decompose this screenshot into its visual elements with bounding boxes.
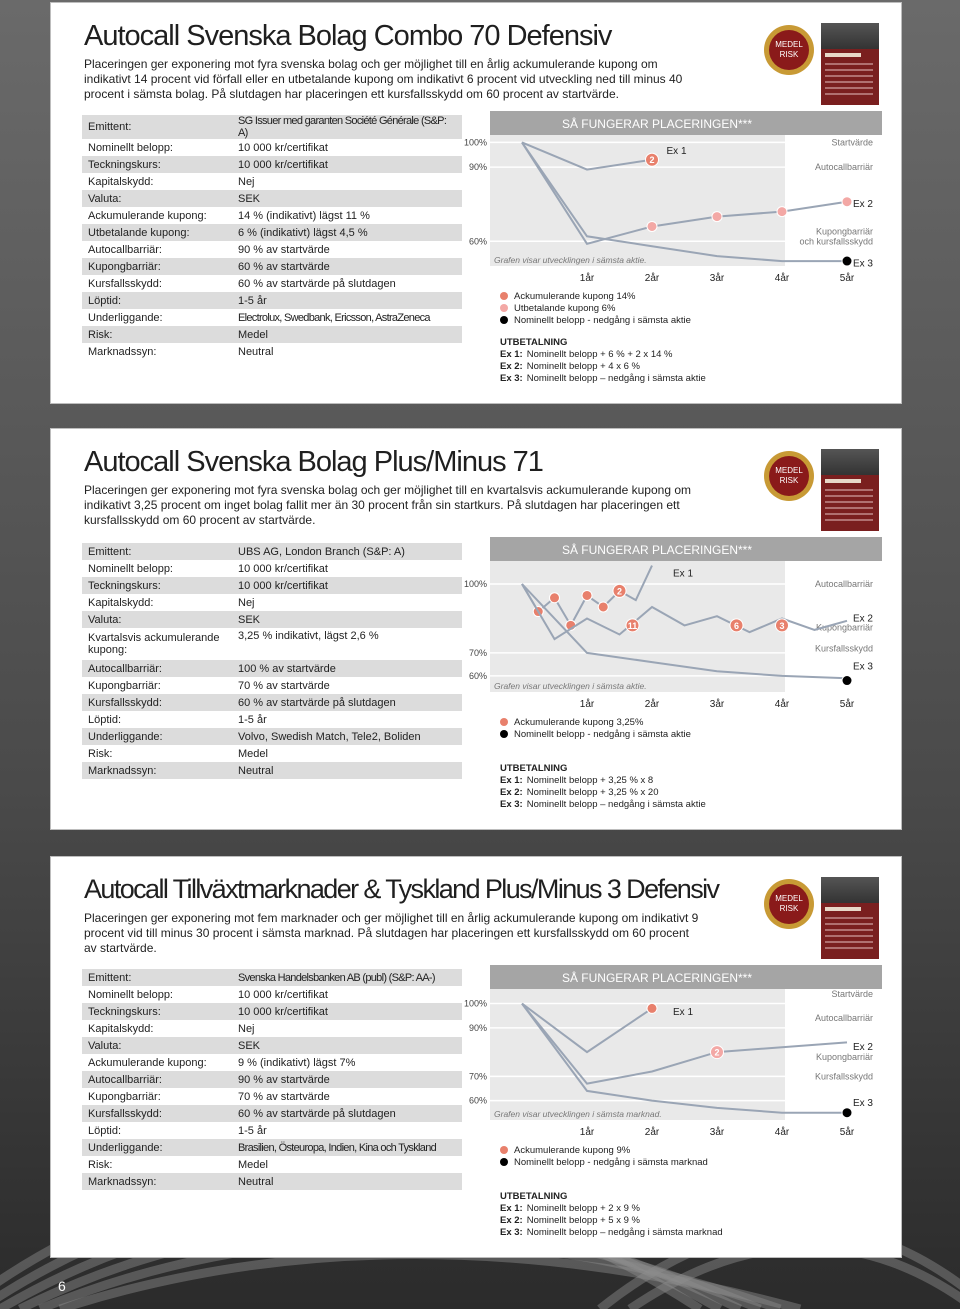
chart-right-label: Kursfallsskydd <box>814 643 873 654</box>
facts-key: Underliggande: <box>82 728 232 745</box>
chart-marker-ex1 <box>647 1003 657 1013</box>
brochure-photo <box>821 23 879 49</box>
payout-example: Ex 2: <box>500 787 523 798</box>
legend-dot-black <box>500 730 508 738</box>
chart-right-label: Autocallbarriär <box>814 162 873 173</box>
facts-key: Risk: <box>82 745 232 762</box>
facts-key: Teckningskurs: <box>82 156 232 173</box>
facts-value: Medel <box>232 1156 462 1173</box>
chart-marker-label: 2 <box>616 586 623 597</box>
facts-value: Medel <box>232 745 462 762</box>
facts-key: Nominellt belopp: <box>82 139 232 156</box>
brochure-text-line <box>825 69 873 71</box>
chart-marker-ex2 <box>712 212 722 222</box>
facts-row <box>82 326 462 343</box>
brochure-text-line <box>825 87 873 89</box>
risk-badge-line1: MEDEL <box>775 894 803 903</box>
chart-marker-ex3 <box>842 1108 852 1118</box>
facts-key: Marknadssyn: <box>82 343 232 360</box>
facts-row <box>82 1105 462 1122</box>
facts-key: Emittent: <box>82 115 232 139</box>
risk-badge-text <box>769 456 809 496</box>
facts-value: 1-5 år <box>232 1122 462 1139</box>
chart-right-label: Kursfallsskydd <box>814 1071 873 1082</box>
facts-row <box>82 1088 462 1105</box>
facts-value: 10 000 kr/certifikat <box>232 577 462 594</box>
facts-row <box>82 628 462 660</box>
chart-right-label: Kupongbarriär <box>815 226 873 237</box>
chart-xtick-label: 1år <box>579 273 595 284</box>
chart-right-label: och kursfallsskydd <box>799 236 873 247</box>
risk-badge-text <box>769 30 809 70</box>
legend-dot-accent <box>500 292 508 300</box>
brochure-text-line <box>825 513 873 515</box>
payout-formula: Nominellt belopp + 4 x 6 % <box>526 361 640 372</box>
chart-right-label: Ex 3 <box>852 258 873 270</box>
payout-title: UTBETALNING <box>500 763 568 774</box>
chart-ytick-label: 100% <box>463 998 487 1009</box>
payout-formula: Nominellt belopp – nedgång i sämsta marknad <box>526 1227 723 1238</box>
chart-ytick-label: 60% <box>468 236 487 247</box>
facts-value: 10 000 kr/certifikat <box>232 986 462 1003</box>
facts-value: 10 000 kr/certifikat <box>232 1003 462 1020</box>
facts-row <box>82 115 462 139</box>
chart-xtick-label: 3år <box>709 1127 725 1138</box>
facts-row <box>82 173 462 190</box>
payout-formula: Nominellt belopp – nedgång i sämsta aktie <box>526 799 706 810</box>
facts-table <box>82 969 462 1190</box>
facts-key: Teckningskurs: <box>82 1003 232 1020</box>
chart-marker-ex2 <box>842 197 852 207</box>
facts-key: Kursfallsskydd: <box>82 1105 232 1122</box>
brochure-text-line <box>825 63 873 65</box>
facts-key: Kursfallsskydd: <box>82 694 232 711</box>
facts-key: Kupongbarriär: <box>82 677 232 694</box>
product-panel-3 <box>50 856 902 1258</box>
brochure-title-bar <box>825 53 861 57</box>
facts-row <box>82 258 462 275</box>
payout-example: Ex 3: <box>500 1227 523 1238</box>
legend-dot-accent <box>500 1146 508 1154</box>
chart-right-label: Ex 3 <box>852 1098 873 1110</box>
facts-row <box>82 694 462 711</box>
payout-line <box>500 787 658 798</box>
facts-key: Ackumulerande kupong: <box>82 207 232 224</box>
facts-row <box>82 1003 462 1020</box>
chart-xtick-label: 2år <box>644 273 660 284</box>
legend-label: Ackumulerande kupong 9% <box>514 1145 631 1156</box>
facts-value: 100 % av startvärde <box>232 660 462 677</box>
chart-marker-ex1 <box>550 593 560 603</box>
brochure-text-line <box>825 501 873 503</box>
facts-row <box>82 343 462 360</box>
risk-badge-line2: RISK <box>779 50 799 59</box>
chart-marker-label: 6 <box>733 620 740 631</box>
facts-value: 70 % av startvärde <box>232 1088 462 1105</box>
facts-table <box>82 543 462 779</box>
chart-ex1-label: Ex 1 <box>673 1006 694 1018</box>
brochure-text-line <box>825 93 873 95</box>
payout-line <box>500 349 673 360</box>
facts-value: 60 % av startvärde på slutdagen <box>232 1105 462 1122</box>
chart-header: SÅ FUNGERAR PLACERINGEN*** <box>561 543 753 557</box>
facts-row <box>82 660 462 677</box>
chart-xtick-label: 5år <box>839 699 855 710</box>
chart-marker-ex2 <box>647 221 657 231</box>
chart-ytick-label: 70% <box>468 1071 487 1082</box>
facts-value: Nej <box>232 594 462 611</box>
chart-marker-ex1 <box>598 602 608 612</box>
chart-right-label: Autocallbarriär <box>814 1013 873 1024</box>
facts-value: 1-5 år <box>232 292 462 309</box>
facts-row <box>82 728 462 745</box>
facts-key: Teckningskurs: <box>82 577 232 594</box>
facts-key: Risk: <box>82 326 232 343</box>
facts-value: 10 000 kr/certifikat <box>232 156 462 173</box>
payout-example: Ex 2: <box>500 361 523 372</box>
facts-key: Nominellt belopp: <box>82 986 232 1003</box>
brochure-text-line <box>825 507 873 509</box>
facts-key: Autocallbarriär: <box>82 660 232 677</box>
chart-right-label: Ex 2 <box>852 1042 873 1054</box>
payout-formula: Nominellt belopp + 3,25 % x 20 <box>526 787 659 798</box>
brochure-text-line <box>825 519 873 521</box>
facts-row <box>82 986 462 1003</box>
payout-example: Ex 3: <box>500 373 523 384</box>
chart-ex1-label: Ex 1 <box>673 568 694 580</box>
legend-label: Nominellt belopp - nedgång i sämsta aktie <box>514 729 691 740</box>
facts-key: Autocallbarriär: <box>82 1071 232 1088</box>
payout-example: Ex 2: <box>500 1215 523 1226</box>
facts-row <box>82 190 462 207</box>
payout-line <box>500 361 641 372</box>
payout-title: UTBETALNING <box>500 1191 568 1202</box>
facts-value: 10 000 kr/certifikat <box>232 139 462 156</box>
legend-dot-black <box>500 1158 508 1166</box>
facts-key: Löptid: <box>82 292 232 309</box>
risk-badge-line1: MEDEL <box>775 466 803 475</box>
brochure-thumbnail <box>821 23 879 105</box>
chart-xtick-label: 2år <box>644 1127 660 1138</box>
brochure-text-line <box>825 75 873 77</box>
chart-ytick-label: 100% <box>463 578 487 589</box>
brochure-text-line <box>825 923 873 925</box>
chart-ytick-label: 60% <box>468 1095 487 1106</box>
facts-value: Nej <box>232 1020 462 1037</box>
chart-right-label: Kupongbarriär <box>815 1051 873 1062</box>
chart-marker-label: 2 <box>714 1047 720 1058</box>
facts-key: Kapitalskydd: <box>82 1020 232 1037</box>
facts-key: Risk: <box>82 1156 232 1173</box>
payout-line <box>500 1203 641 1214</box>
facts-value: 60 % av startvärde <box>232 258 462 275</box>
chart-xtick-label: 3år <box>709 273 725 284</box>
chart-marker-ex3 <box>842 256 852 266</box>
chart-marker-label: 2 <box>649 155 655 166</box>
facts-value: 90 % av startvärde <box>232 241 462 258</box>
chart-note: Grafen visar utvecklingen i sämsta aktie. <box>494 681 647 691</box>
legend-label: Nominellt belopp - nedgång i sämsta marknad <box>514 1157 708 1168</box>
risk-badge <box>764 25 814 75</box>
product-panel-2 <box>50 428 902 830</box>
facts-row <box>82 1173 462 1190</box>
facts-key: Utbetalande kupong: <box>82 224 232 241</box>
facts-key: Nominellt belopp: <box>82 560 232 577</box>
facts-value: Medel <box>232 326 462 343</box>
facts-key: Valuta: <box>82 611 232 628</box>
chart-ytick-label: 90% <box>468 1022 487 1033</box>
facts-value: 14 % (indikativt) lägst 11 % <box>232 207 462 224</box>
payout-formula: Nominellt belopp + 5 x 9 % <box>526 1215 640 1226</box>
chart-ytick-label: 60% <box>468 670 487 681</box>
facts-row <box>82 543 462 560</box>
facts-row <box>82 309 462 326</box>
chart-marker-label: 3 <box>779 620 785 631</box>
product-panel-1 <box>50 2 902 404</box>
how-it-works-chart <box>462 111 882 391</box>
facts-value: 60 % av startvärde på slutdagen <box>232 694 462 711</box>
brochure-title-bar <box>825 479 861 483</box>
facts-value: Svenska Handelsbanken AB (publ) (S&P: AA-) <box>232 969 462 986</box>
facts-row <box>82 560 462 577</box>
facts-key: Autocallbarriär: <box>82 241 232 258</box>
facts-value: Nej <box>232 173 462 190</box>
facts-row <box>82 241 462 258</box>
chart-right-label: Startvärde <box>831 137 873 148</box>
facts-key: Emittent: <box>82 969 232 986</box>
payout-formula: Nominellt belopp + 3,25 % x 8 <box>526 775 654 786</box>
facts-key: Marknadssyn: <box>82 762 232 779</box>
facts-row <box>82 275 462 292</box>
facts-value: Brasilien, Östeuropa, Indien, Kina och Tyskland <box>232 1139 462 1156</box>
chart-marker-ex2 <box>777 207 787 217</box>
how-it-works-chart <box>462 965 882 1245</box>
facts-row <box>82 1156 462 1173</box>
facts-value: Electrolux, Swedbank, Ericsson, AstraZeneca <box>232 309 462 326</box>
payout-title: UTBETALNING <box>500 337 568 348</box>
legend-dot-black <box>500 316 508 324</box>
facts-value: 60 % av startvärde på slutdagen <box>232 275 462 292</box>
chart-xtick-label: 3år <box>709 699 725 710</box>
facts-row <box>82 1122 462 1139</box>
brochure-thumbnail <box>821 449 879 531</box>
brochure-text-line <box>825 489 873 491</box>
brochure-photo <box>821 449 879 475</box>
facts-value: SEK <box>232 1037 462 1054</box>
brochure-text-line <box>825 947 873 949</box>
facts-row <box>82 611 462 628</box>
chart-xtick-label: 1år <box>579 699 595 710</box>
chart-header: SÅ FUNGERAR PLACERINGEN*** <box>561 971 753 985</box>
chart-xtick-label: 5år <box>839 273 855 284</box>
facts-value: 10 000 kr/certifikat <box>232 560 462 577</box>
facts-key: Löptid: <box>82 1122 232 1139</box>
risk-badge-line2: RISK <box>779 904 799 913</box>
legend-dot-pink <box>500 304 508 312</box>
facts-row <box>82 207 462 224</box>
facts-key: Emittent: <box>82 543 232 560</box>
legend-label: Nominellt belopp - nedgång i sämsta aktie <box>514 315 691 326</box>
facts-row <box>82 677 462 694</box>
chart-note: Grafen visar utvecklingen i sämsta aktie. <box>494 255 647 265</box>
facts-row <box>82 1020 462 1037</box>
brochure-photo <box>821 877 879 903</box>
facts-value: Volvo, Swedish Match, Tele2, Boliden <box>232 728 462 745</box>
panel-title: Autocall Svenska Bolag Combo 70 Defensiv <box>84 20 612 52</box>
facts-key: Kapitalskydd: <box>82 173 232 190</box>
payout-line <box>500 775 653 786</box>
chart-ex1-label: Ex 1 <box>666 145 687 157</box>
chart-xtick-label: 1år <box>579 1127 595 1138</box>
facts-key: Valuta: <box>82 1037 232 1054</box>
facts-value: Neutral <box>232 343 462 360</box>
chart-svg <box>462 537 882 817</box>
facts-table <box>82 115 462 360</box>
facts-value: UBS AG, London Branch (S&P: A) <box>232 543 462 560</box>
payout-line <box>500 1227 723 1238</box>
page-number: 6 <box>58 1278 66 1294</box>
chart-marker-label: 11 <box>627 620 638 631</box>
facts-row <box>82 156 462 173</box>
payout-example: Ex 1: <box>500 775 523 786</box>
brochure-text-line <box>825 917 873 919</box>
facts-value: 9 % (indikativt) lägst 7% <box>232 1054 462 1071</box>
payout-formula: Nominellt belopp – nedgång i sämsta aktie <box>526 373 706 384</box>
chart-xtick-label: 5år <box>839 1127 855 1138</box>
facts-value: 1-5 år <box>232 711 462 728</box>
panel-description: Placeringen ger exponering mot fyra svenska bolag och ger möjlighet till en kvartalsvis ackumulerande kupong om indikativt 3,25 procent om inget bolag fallit mer än 30 procent från sin startkurs. På slutdagen har placeringen ett kursfallsskydd om 60 procent av startvärde. <box>84 483 691 527</box>
chart-right-label: Ex 2 <box>852 199 873 211</box>
chart-right-label: Startvärde <box>831 988 873 999</box>
panel-title: Autocall Tillväxtmarknader & Tyskland Plus/Minus 3 Defensiv <box>84 874 719 904</box>
chart-right-label: Ex 3 <box>852 661 873 673</box>
facts-row <box>82 711 462 728</box>
chart-marker-ex1 <box>582 590 592 600</box>
facts-row <box>82 139 462 156</box>
facts-row <box>82 745 462 762</box>
facts-value: 70 % av startvärde <box>232 677 462 694</box>
facts-value: SG Issuer med garanten Société Générale (S&P: A) <box>232 115 462 139</box>
brochure-text-line <box>825 935 873 937</box>
facts-key: Kursfallsskydd: <box>82 275 232 292</box>
chart-xtick-label: 4år <box>774 1127 790 1138</box>
chart-xtick-label: 4år <box>774 699 790 710</box>
legend-label: Utbetalande kupong 6% <box>514 303 616 314</box>
facts-value: 3,25 % indikativt, lägst 2,6 % <box>232 628 462 660</box>
brochure-title-bar <box>825 907 861 911</box>
panel-description: Placeringen ger exponering mot fyra svenska bolag och ger möjlighet till en årlig ackumulerande kupong om indikativt 14 procent vid förfall eller en utbetalande kupong om indikativt 6 procent vid utveckling ned till minus 40 procent i sämsta bolag. På slutdagen har placeringen ett kursfallsskydd om 60 procent av startvärde. <box>84 57 683 101</box>
facts-key: Kapitalskydd: <box>82 594 232 611</box>
facts-row <box>82 969 462 986</box>
legend-label: Ackumulerande kupong 3,25% <box>514 717 644 728</box>
chart-svg <box>462 965 882 1245</box>
facts-key: Kvartalsvis ackumulerande kupong: <box>82 628 232 660</box>
chart-xtick-label: 4år <box>774 273 790 284</box>
brochure-text-line <box>825 81 873 83</box>
facts-value: Neutral <box>232 1173 462 1190</box>
payout-example: Ex 3: <box>500 799 523 810</box>
chart-right-label: Autocallbarriär <box>814 578 873 589</box>
facts-value: SEK <box>232 611 462 628</box>
facts-value: 90 % av startvärde <box>232 1071 462 1088</box>
facts-key: Kupongbarriär: <box>82 258 232 275</box>
payout-formula: Nominellt belopp + 6 % + 2 x 14 % <box>526 349 673 360</box>
facts-key: Valuta: <box>82 190 232 207</box>
panel-title: Autocall Svenska Bolag Plus/Minus 71 <box>84 446 543 478</box>
risk-badge-line2: RISK <box>779 476 799 485</box>
chart-marker-ex3 <box>842 676 852 686</box>
payout-example: Ex 1: <box>500 349 523 360</box>
facts-key: Kupongbarriär: <box>82 1088 232 1105</box>
risk-badge-line1: MEDEL <box>775 40 803 49</box>
facts-row <box>82 1071 462 1088</box>
facts-key: Löptid: <box>82 711 232 728</box>
facts-row <box>82 1037 462 1054</box>
legend-dot-accent <box>500 718 508 726</box>
how-it-works-chart <box>462 537 882 817</box>
facts-key: Underliggande: <box>82 1139 232 1156</box>
risk-badge <box>764 451 814 501</box>
facts-key: Marknadssyn: <box>82 1173 232 1190</box>
chart-plot-area <box>490 135 785 266</box>
legend-label: Ackumulerande kupong 14% <box>514 291 636 302</box>
risk-badge <box>764 879 814 929</box>
chart-ytick-label: 100% <box>463 137 487 148</box>
chart-right-label: Kupongbarriär <box>815 622 873 633</box>
brochure-text-line <box>825 929 873 931</box>
payout-line <box>500 1215 641 1226</box>
chart-svg <box>462 111 882 391</box>
chart-right-label: Ex 2 <box>852 613 873 625</box>
chart-note: Grafen visar utvecklingen i sämsta marknad. <box>494 1109 662 1119</box>
chart-ytick-label: 90% <box>468 162 487 173</box>
panel-description: Placeringen ger exponering mot fem marknader och ger möjlighet till en årlig ackumulerande kupong om indikativt 9 procent vid till minus 30 procent i sämsta marknad. På slutdagen har placeringen ett kursfallsskydd om 60 procent av startvärde. <box>84 911 699 955</box>
risk-badge-text <box>769 884 809 924</box>
facts-key: Ackumulerande kupong: <box>82 1054 232 1071</box>
payout-example: Ex 1: <box>500 1203 523 1214</box>
facts-row <box>82 224 462 241</box>
facts-value: Neutral <box>232 762 462 779</box>
facts-value: 6 % (indikativt) lägst 4,5 % <box>232 224 462 241</box>
facts-row <box>82 577 462 594</box>
chart-xtick-label: 2år <box>644 699 660 710</box>
facts-row <box>82 762 462 779</box>
brochure-thumbnail <box>821 877 879 959</box>
chart-ytick-label: 70% <box>468 647 487 658</box>
facts-key: Underliggande: <box>82 309 232 326</box>
facts-row <box>82 1054 462 1071</box>
payout-formula: Nominellt belopp + 2 x 9 % <box>526 1203 640 1214</box>
chart-header: SÅ FUNGERAR PLACERINGEN*** <box>561 117 753 131</box>
facts-value: SEK <box>232 190 462 207</box>
payout-line <box>500 799 706 810</box>
facts-row <box>82 594 462 611</box>
payout-line <box>500 373 706 384</box>
facts-row <box>82 292 462 309</box>
brochure-text-line <box>825 941 873 943</box>
facts-row <box>82 1139 462 1156</box>
brochure-text-line <box>825 495 873 497</box>
